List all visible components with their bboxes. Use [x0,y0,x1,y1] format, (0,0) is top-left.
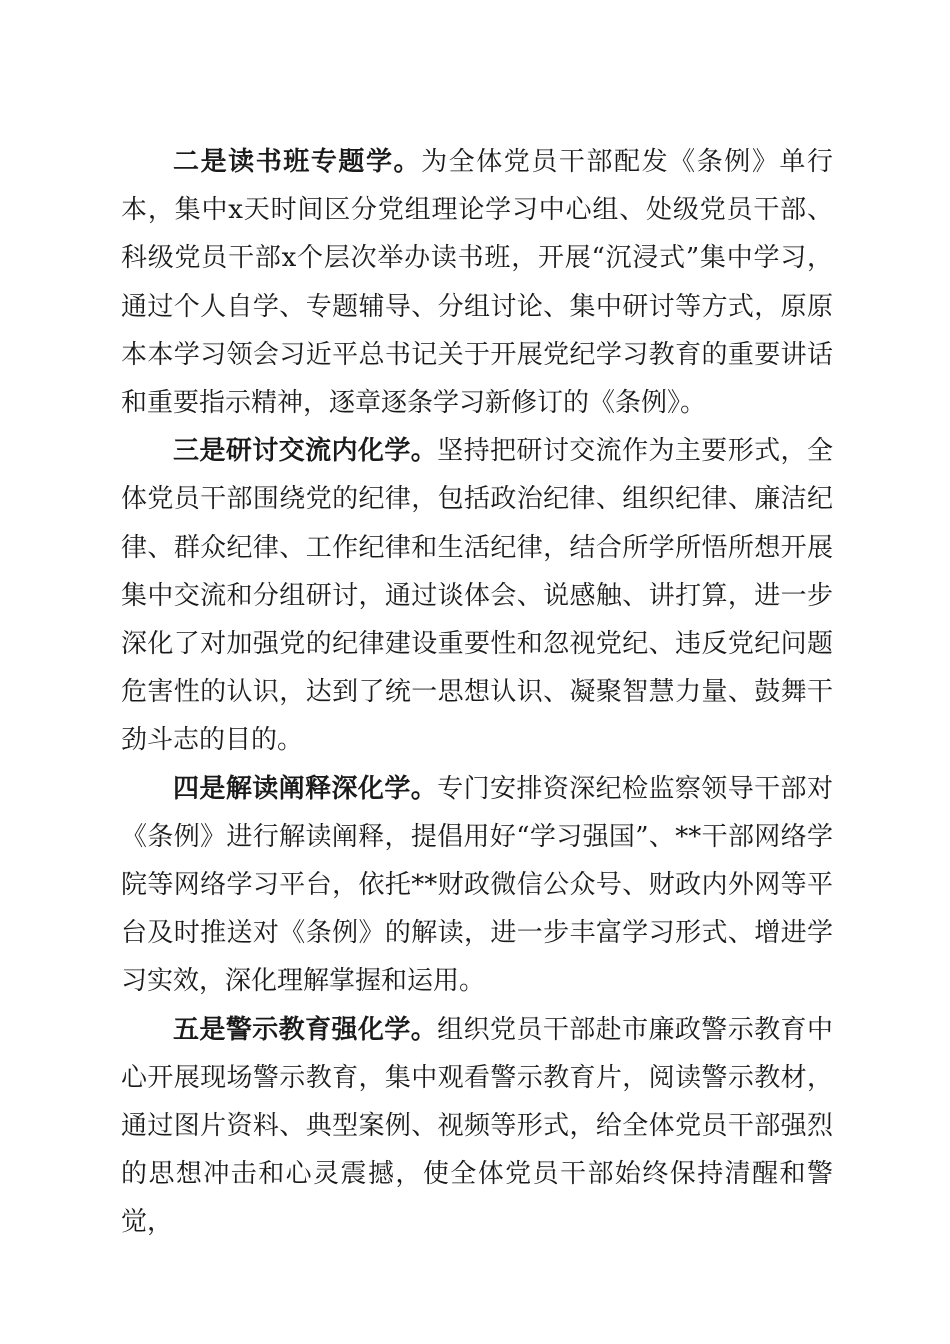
paragraph-warning-education [121,1006,833,1247]
paragraph-reading-class [121,138,833,427]
paragraph-interpretation [121,765,833,1006]
paragraph-heading: 四是解读阐释深化学。 [173,773,438,804]
paragraph-discussion-exchange [121,427,833,764]
paragraph-text: 为全体党员干部配发《条例》单行本，集中x天时间区分党组理论学习中心组、处级党员干部、科级党员干部x个层次举办读书班，开展“沉浸式”集中学习，通过个人自学、专题辅导、分组讨论、集中研讨等方式，原原本本学习领会习近平总书记关于开展党纪学习教育的重要讲话和重要指示精神，逐章逐条学习新修订的《条例》。 [121,147,833,419]
paragraph-heading: 二是读书班专题学。 [173,147,422,177]
paragraph-heading: 三是研讨交流内化学。 [173,436,438,467]
paragraph-text: 坚持把研讨交流作为主要形式，全体党员干部围绕党的纪律，包括政治纪律、组织纪律、廉洁纪律、群众纪律、工作纪律和生活纪律，结合所学所悟所想开展集中交流和分组研讨，通过谈体会、说感触、讲打算，进一步深化了对加强党的纪律建设重要性和忽视党纪、违反党纪问题危害性的认识，达到了统一思想认识、凝聚智慧力量、鼓舞干劲斗志的目的。 [121,436,833,756]
document-body [121,138,833,1247]
paragraph-heading: 五是警示教育强化学。 [173,1014,438,1045]
paragraph-text: 组织党员干部赴市廉政警示教育中心开展现场警示教育，集中观看警示教育片，阅读警示教材，通过图片资料、典型案例、视频等形式，给全体党员干部强烈的思想冲击和心灵震撼，使全体党员干部始终保持清醒和警觉， [121,1014,833,1238]
paragraph-text: 专门安排资深纪检监察领导干部对《条例》进行解读阐释，提倡用好“学习强国”、**干部网络学院等网络学习平台，依托**财政微信公众号、财政内外网等平台及时推送对《条例》的解读，进一步丰富学习形式、增进学习实效，深化理解掌握和运用。 [121,773,833,997]
